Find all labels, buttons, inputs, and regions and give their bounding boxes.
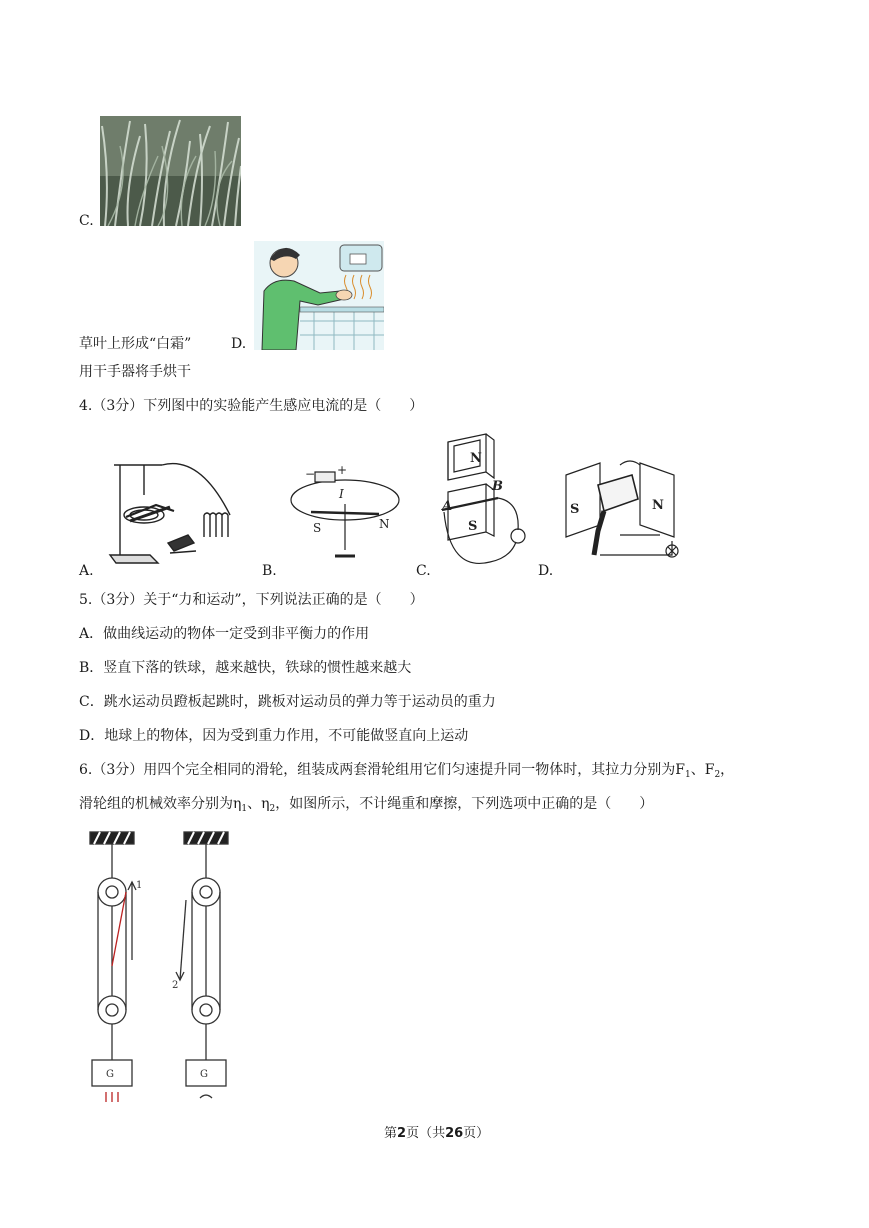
q4-figure-a	[100, 455, 240, 570]
q4-label-b: B.	[262, 563, 277, 579]
q4-label-d: D.	[538, 563, 554, 579]
fig-b-s: S	[313, 521, 322, 535]
fig-b-current: I	[339, 487, 344, 501]
q4-label-c: C.	[416, 563, 431, 579]
q5-option-d: D．地球上的物体，因为受到重力作用，不可能做竖直向上运动	[79, 728, 469, 744]
fig-b-n: N	[379, 517, 390, 531]
frost-grass-image	[100, 116, 241, 226]
question-6-line-2: 滑轮组的机械效率分别为$\eta_1$、$\eta_2$，如图所示，不计绳重和摩擦，下列选项中正确的是（ ）	[79, 796, 654, 814]
question-4-stem: 4.（3分）下列图中的实验能产生感应电流的是（ ）	[79, 398, 424, 414]
question-6-line-1: 6.（3分）用四个完全相同的滑轮，组装成两套滑轮组用它们匀速提升同一物体时，其拉力分别为$F_1$、$F_2$，	[79, 762, 735, 780]
q4-label-a: A.	[79, 563, 94, 579]
option-c-text: 草叶上形成“白霜”	[79, 336, 192, 352]
total-page-count: 26	[445, 1126, 464, 1141]
q5-option-a: A．做曲线运动的物体一定受到非平衡力的作用	[79, 626, 370, 642]
fig-b-minus: −	[305, 467, 316, 481]
current-page-number: 2	[397, 1126, 407, 1141]
fig-d-s: S	[570, 502, 580, 517]
fig-d-n: N	[652, 498, 664, 513]
fig-c-s: S	[468, 519, 478, 534]
q5-option-c: C．跳水运动员蹬板起跳时，跳板对运动员的弹力等于运动员的重力	[79, 694, 496, 710]
q6-g2-label: G	[200, 1069, 208, 1080]
option-d-text: 用干手器将手烘干	[79, 364, 191, 380]
fig-c-n: N	[470, 451, 482, 466]
q4-figure-b	[285, 460, 405, 570]
q6-f2-label: 2	[172, 980, 179, 991]
q4-figure-d	[560, 455, 680, 573]
option-d-label: D.	[231, 336, 247, 352]
option-c-label: C.	[79, 213, 94, 229]
question-5-stem: 5.（3分）关于“力和运动”，下列说法正确的是（ ）	[79, 592, 424, 608]
q6-f1-label: 1	[136, 880, 143, 891]
fig-b-plus: +	[337, 463, 348, 477]
q6-g1-label: G	[106, 1069, 114, 1080]
q4-figure-c	[440, 432, 532, 577]
q5-option-b: B．竖直下落的铁球，越来越快，铁球的惯性越来越大	[79, 660, 412, 676]
fig-c-b: B	[492, 479, 503, 494]
page-footer: 第2页（共26页）	[384, 1126, 490, 1141]
fig-c-a: A	[442, 499, 453, 514]
q6-pulley-figure	[78, 830, 238, 1110]
hand-dryer-image	[254, 241, 384, 350]
